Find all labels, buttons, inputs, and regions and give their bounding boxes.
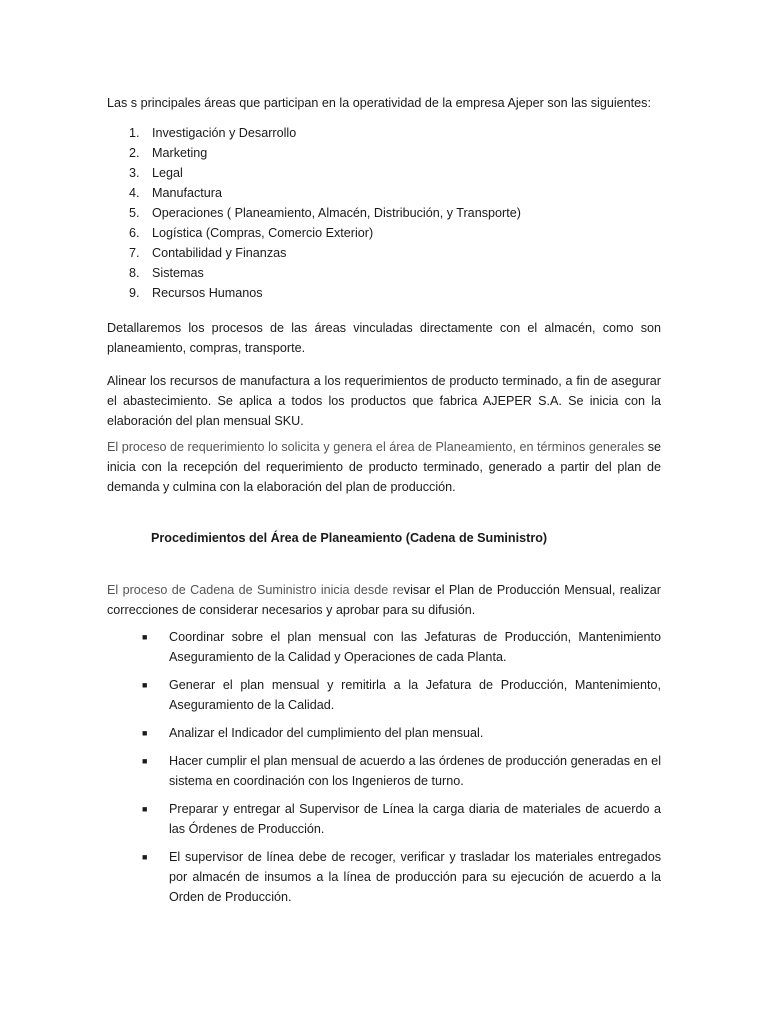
list-item-label: Marketing — [152, 146, 208, 160]
proceso-body-text: se inicia con la recepción del requerimiento de producto terminado, generado a partir del plan de demanda y culmina con la elaboración del plan de producción. — [107, 440, 661, 494]
list-item-text: Generar el plan mensual y remitirla a la Jefatura de Producción, Mantenimiento, Aseguramiento de la Calidad. — [169, 678, 661, 712]
proceso-lead-text: El proceso de requerimiento lo solicita y genera el área de Planeamiento, en términos generales — [107, 440, 648, 454]
square-bullet-icon: ■ — [142, 852, 148, 862]
list-item — [107, 203, 521, 223]
areas-list — [107, 123, 521, 303]
list-item-text: Analizar el Indicador del cumplimiento del plan mensual. — [169, 726, 484, 740]
detallaremos-paragraph: Detallaremos los procesos de las áreas vinculadas directamente con el almacén, como son planeamiento, compras, transporte. — [107, 321, 661, 355]
square-bullet-icon: ■ — [142, 632, 148, 642]
list-item-number: 4. — [129, 186, 140, 200]
procedures-list — [140, 627, 661, 915]
list-item-text: Hacer cumplir el plan mensual de acuerdo a las órdenes de producción generadas en el sistema en coordinación con los Ingenieros de turno. — [169, 754, 661, 788]
list-item-number: 7. — [129, 246, 140, 260]
list-item-number: 3. — [129, 166, 140, 180]
list-item — [107, 263, 521, 283]
square-bullet-icon: ■ — [142, 728, 148, 738]
list-item-text: Preparar y entregar al Supervisor de Línea la carga diaria de materiales de acuerdo a las Órdenes de Producción. — [169, 802, 661, 836]
list-item-label: Investigación y Desarrollo — [152, 126, 297, 140]
list-item-number: 2. — [129, 146, 140, 160]
list-item-label: Legal — [152, 166, 183, 180]
list-item-label: Logística (Compras, Comercio Exterior) — [152, 226, 374, 240]
list-item — [140, 675, 661, 715]
list-item — [107, 223, 521, 243]
list-item-label: Manufactura — [152, 186, 223, 200]
list-item — [140, 627, 661, 667]
list-item — [140, 847, 661, 907]
list-item — [107, 143, 521, 163]
list-item-label: Sistemas — [152, 266, 204, 280]
list-item — [107, 283, 521, 303]
list-item-number: 8. — [129, 266, 140, 280]
list-item — [107, 243, 521, 263]
cadena-body-text: visar el Plan de Producción Mensual, realizar correcciones de considerar necesarios y aprobar para su difusión. — [107, 583, 661, 617]
list-item-text: Coordinar sobre el plan mensual con las Jefaturas de Producción, Mantenimiento Aseguramiento de la Calidad y Operaciones de cada Planta. — [169, 630, 661, 664]
cadena-lead-text: El proceso de Cadena de Suministro inicia desde re — [107, 583, 404, 597]
list-item — [107, 123, 521, 143]
list-item-label: Contabilidad y Finanzas — [152, 246, 287, 260]
cadena-paragraph — [107, 580, 661, 620]
list-item-text: El supervisor de línea debe de recoger, verificar y trasladar los materiales entregados por almacén de insumos a la línea de producción para su ejecución de acuerdo a la Orden de Producción. — [169, 850, 661, 904]
list-item — [107, 163, 521, 183]
list-item — [140, 751, 661, 791]
list-item-number: 5. — [129, 206, 140, 220]
list-item-label: Operaciones ( Planeamiento, Almacén, Distribución, y Transporte) — [152, 206, 521, 220]
list-item — [107, 183, 521, 203]
proceso-paragraph — [107, 437, 661, 497]
list-item-number: 9. — [129, 286, 140, 300]
intro-paragraph: Las s principales áreas que participan en la operatividad de la empresa Ajeper son las siguientes: — [107, 96, 651, 110]
list-item-number: 6. — [129, 226, 140, 240]
list-item — [140, 723, 661, 743]
list-item-number: 1. — [129, 126, 140, 140]
square-bullet-icon: ■ — [142, 756, 148, 766]
square-bullet-icon: ■ — [142, 680, 148, 690]
section-heading: Procedimientos del Área de Planeamiento (Cadena de Suministro) — [151, 531, 548, 545]
square-bullet-icon: ■ — [142, 804, 148, 814]
list-item — [140, 799, 661, 839]
alinear-paragraph: Alinear los recursos de manufactura a los requerimientos de producto terminado, a fin de asegurar el abastecimiento. Se aplica a todos los productos que fabrica AJEPER S.A. Se inicia con la elaboración del plan mensual SKU. — [107, 374, 661, 428]
list-item-label: Recursos Humanos — [152, 286, 263, 300]
